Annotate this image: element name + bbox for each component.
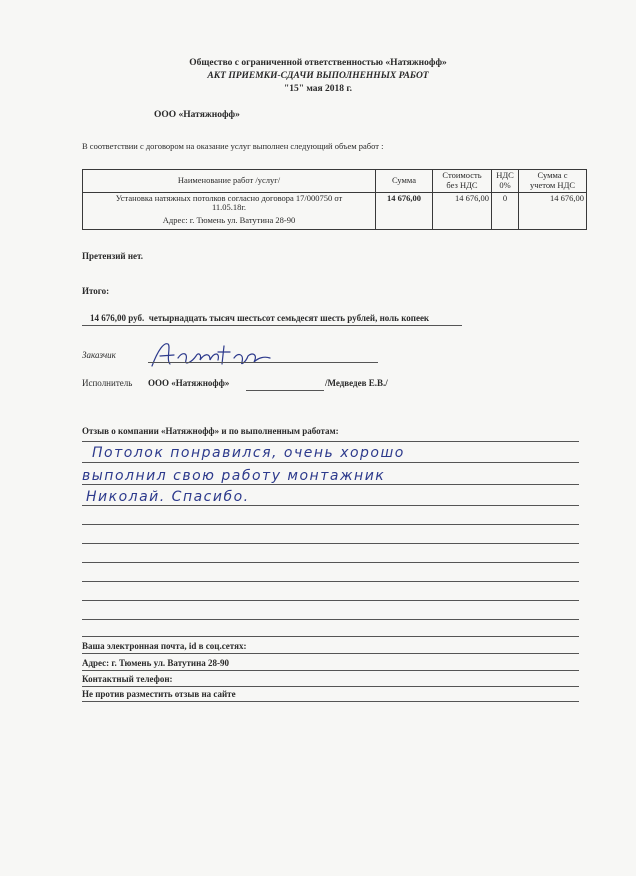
act-date: "15" мая 2018 г.	[283, 84, 353, 94]
executor-name: /Медведев Е.В./	[325, 378, 388, 388]
executor-label: Исполнитель	[82, 378, 133, 388]
cell-work-name: Установка натяжных потолков согласно договора 17/000750 от 11.05.18г. Адрес: г. Тюмень ул. Ватутина 28-90	[83, 192, 376, 229]
company-header: Общество с ограниченной ответственностью «Натяжнофф»	[189, 58, 447, 68]
executor-org: ООО «Натяжнофф»	[148, 378, 230, 388]
review-handwriting-line-2: выполнил свою работу монтажник	[82, 468, 386, 484]
total-label: Итого:	[82, 286, 110, 296]
cell-cost: 14 676,00	[433, 192, 492, 229]
ruled-line	[82, 686, 579, 687]
customer-signature	[148, 340, 278, 370]
ruled-line	[82, 462, 579, 463]
ruled-line	[82, 441, 579, 442]
claims-text: Претензий нет.	[82, 251, 144, 261]
ruled-line	[82, 581, 579, 582]
header-name: Наименование работ /услуг/	[83, 170, 376, 193]
ruled-line	[82, 701, 579, 702]
footer-phone: Контактный телефон:	[82, 674, 173, 684]
header-vat: НДС 0%	[492, 170, 519, 193]
works-table	[82, 169, 587, 230]
ruled-line	[82, 636, 579, 637]
total-amount: 14 676,00 руб. четырнадцать тысяч шестьсот семьдесят шесть рублей, ноль копеек	[90, 313, 430, 323]
review-handwriting-line-1: Потолок понравился, очень хорошо	[92, 445, 405, 461]
executor-signature-line	[246, 390, 324, 391]
footer-email: Ваша электронная почта, id в соц.сетях:	[82, 641, 247, 651]
ruled-line	[82, 484, 579, 485]
ruled-line	[82, 600, 579, 601]
customer-signature-line	[148, 362, 378, 363]
ruled-line	[82, 562, 579, 563]
ruled-line	[82, 619, 579, 620]
customer-label: Заказчик	[82, 350, 116, 360]
cell-total: 14 676,00	[519, 192, 587, 229]
ruled-line	[82, 653, 579, 654]
table-header-row	[83, 170, 587, 193]
header-cost: Стоимость без НДС	[433, 170, 492, 193]
org-name: ООО «Натяжнофф»	[154, 110, 240, 120]
ruled-line	[82, 524, 579, 525]
review-handwriting-line-3: Николай. Спасибо.	[86, 489, 250, 505]
act-title: АКТ ПРИЕМКИ-СДАЧИ ВЫПОЛНЕННЫХ РАБОТ	[207, 71, 429, 81]
ruled-line	[82, 670, 579, 671]
header-sum: Сумма	[376, 170, 433, 193]
ruled-line	[82, 505, 579, 506]
ruled-line	[82, 543, 579, 544]
intro-text: В соответствии с договором на оказание услуг выполнен следующий объем работ :	[82, 141, 384, 151]
header-total: Сумма с учетом НДС	[519, 170, 587, 193]
table-row	[83, 192, 587, 229]
footer-address: Адрес: г. Тюмень ул. Ватутина 28-90	[82, 658, 230, 668]
review-label: Отзыв о компании «Натяжнофф» и по выполненным работам:	[82, 426, 339, 436]
footer-consent: Не против разместить отзыв на сайте	[82, 689, 236, 699]
cell-sum: 14 676,00	[376, 192, 433, 229]
cell-vat: 0	[492, 192, 519, 229]
total-underline	[82, 325, 462, 326]
